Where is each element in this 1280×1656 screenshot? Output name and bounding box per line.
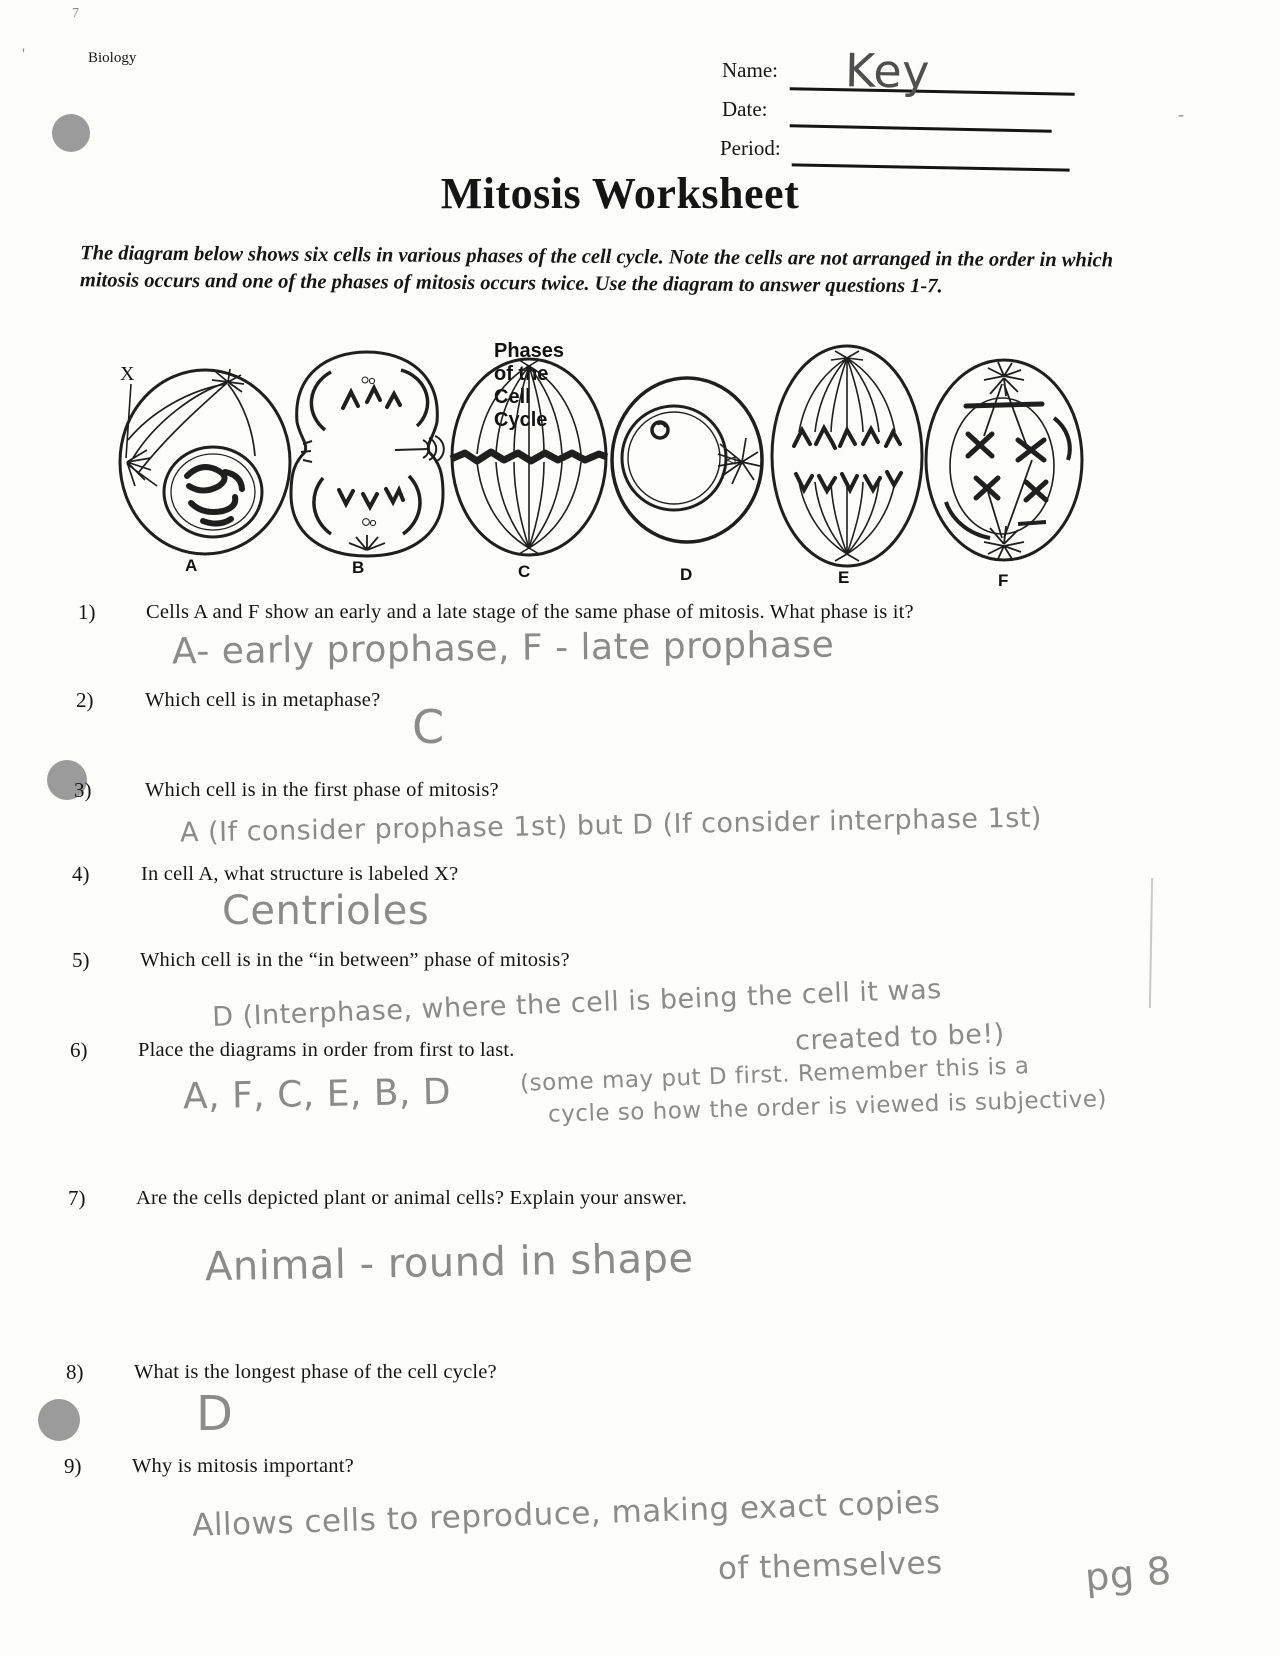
diagram-title: Phases of the Cell Cycle [494,340,565,431]
cell-label-e: E [838,568,850,587]
question-8-text: What is the longest phase of the cell cycle? [134,1361,497,1383]
cell-label-c: C [518,562,531,581]
question-4-text: In cell A, what structure is labeled X? [141,863,459,885]
answer-2-handwritten: C [412,700,445,754]
hole-punch-top [52,114,90,152]
stray-pencil-line [1149,878,1153,1008]
cell-label-d: D [680,565,693,584]
x-structure-label: X [120,363,135,385]
question-5-text: Which cell is in the “in between” phase of mitosis? [140,949,570,971]
period-blank-line [792,131,1071,171]
cell-b-telophase-drawing [283,344,451,562]
cell-label-a: A [185,556,198,575]
question-8-number: 8) [66,1360,84,1384]
question-4-number: 4) [72,862,90,886]
answer-9-line1-handwritten: Allows cells to reproduce, making exact copies [191,1484,941,1544]
question-3-text: Which cell is in the first phase of mitosis? [145,779,499,801]
cell-label-b: B [352,558,365,577]
answer-8-handwritten: D [196,1386,234,1442]
question-6-text: Place the diagrams in order from first to last. [138,1039,515,1061]
page-ref-handwritten: pg 8 [1083,1548,1174,1600]
cell-c-metaphase-drawing [448,354,610,564]
cell-a-early-prophase-drawing [103,340,298,560]
question-7-text: Are the cells depicted plant or animal cells? Explain your answer. [136,1187,688,1209]
name-handwritten-value: Key [844,43,931,99]
question-1-text: Cells A and F show an early and a late stage of the same phase of mitosis. What phase is it? [146,601,914,623]
cell-label-f: F [998,571,1009,590]
course-label: Biology [88,50,137,66]
answer-5-line2-handwritten: created to be!) [794,1018,1006,1057]
period-label: Period: [720,136,781,160]
page-title: Mitosis Worksheet [440,169,800,218]
date-label: Date: [722,97,768,121]
answer-6-order-handwritten: A, F, C, E, B, D [182,1071,452,1118]
scan-mark-top: 7 [72,6,79,21]
intro-paragraph: The diagram below shows six cells in various phases of the cell cycle. Note the cells are not arranged in the order in which mitosis occurs and one of the phases of mitosis occurs twice. Use the diagram to answer questions 1-7. [79,242,1114,298]
question-9-number: 9) [64,1454,82,1478]
name-label: Name: [722,58,778,82]
answer-6-note-line2-handwritten: cycle so how the order is viewed is subjective) [547,1086,1108,1128]
answer-9-line2-handwritten: of themselves [717,1545,944,1587]
answer-1-handwritten: A- early prophase, F - late prophase [171,624,835,673]
answer-7-handwritten: Animal - round in shape [204,1235,694,1291]
question-9-text: Why is mitosis important? [132,1455,354,1477]
cell-f-late-prophase-drawing [922,354,1086,568]
answer-5-line1-handwritten: D (Interphase, where the cell is being the cell it was [211,974,943,1033]
question-6-number: 6) [70,1038,88,1062]
question-3-number: 3) [74,778,92,802]
name-blank-line [790,55,1076,95]
question-7-number: 7) [68,1186,86,1210]
answer-6-note-line1-handwritten: (some may put D first. Remember this is a [519,1053,1030,1097]
date-blank-line [790,92,1053,132]
answer-3-handwritten: A (If consider prophase 1st) but D (If consider interphase 1st) [179,802,1043,849]
cell-e-anaphase-drawing [768,342,926,570]
question-2-text: Which cell is in metaphase? [145,689,381,711]
answer-4-handwritten: Centrioles [222,888,430,934]
scan-mark-left: ' [22,46,25,63]
question-2-number: 2) [76,688,94,712]
cell-d-interphase-drawing [608,374,766,546]
hole-punch-bottom [38,1399,80,1441]
question-1-number: 1) [78,600,96,624]
question-5-number: 5) [72,948,90,972]
scan-mark-right: - [1178,104,1184,124]
